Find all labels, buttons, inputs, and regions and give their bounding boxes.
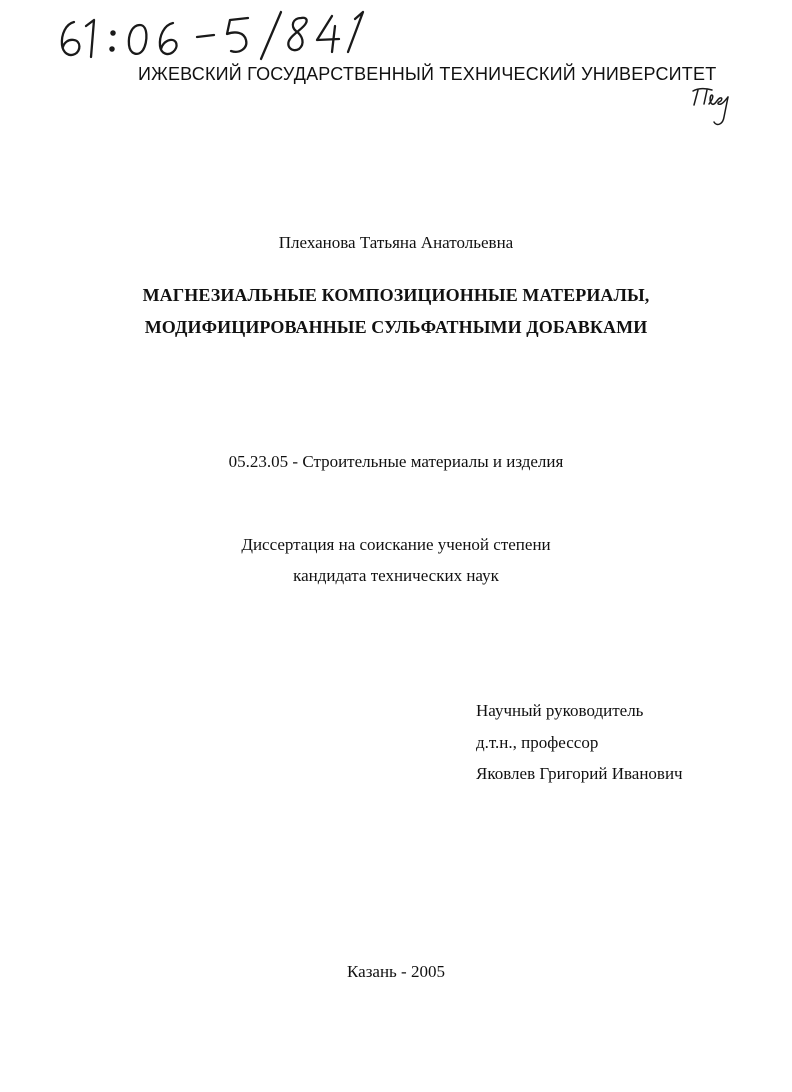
specialty-code: 05.23.05 - Строительные материалы и изделия [228,452,564,471]
degree-description-line-2: кандидата технических наук [293,566,499,585]
thesis-title-line-1: МАГНЕЗИАЛЬНЫЕ КОМПОЗИЦИОННЫЕ МАТЕРИАЛЫ, [142,285,650,305]
author-name: Плеханова Татьяна Анатольевна [278,233,514,252]
city-and-year: Казань - 2005 [347,962,445,981]
degree-description-line-1: Диссертация на соискание ученой степени [241,535,551,554]
supervisor-rank: д.т.н., профессор [476,733,599,752]
supervisor-role: Научный руководитель [476,701,644,720]
handwritten-archive-code [52,4,382,64]
handwritten-signature [688,82,734,130]
thesis-title-line-2: МОДИФИЦИРОВАННЫЕ СУЛЬФАТНЫМИ ДОБАВКАМИ [144,317,648,337]
supervisor-name: Яковлев Григорий Иванович [476,764,683,783]
university-name: ИЖЕВСКИЙ ГОСУДАРСТВЕННЫЙ ТЕХНИЧЕСКИЙ УНИВЕРСИТЕТ [138,64,717,84]
